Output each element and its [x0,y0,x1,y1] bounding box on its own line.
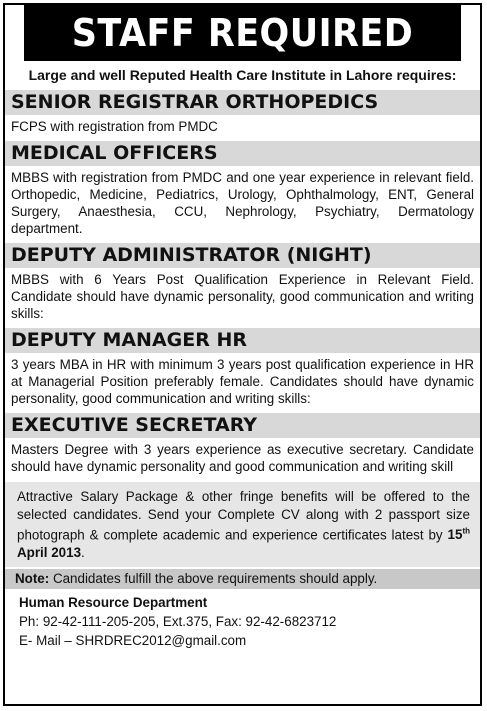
ad-title: STAFF REQUIRED [24,5,461,61]
position-body-deputy-administrator: MBBS with 6 Years Post Qualification Experience in Relevant Field. Candidate should have dynamic personality, good communication and writing skills: [11,272,474,321]
position-heading-deputy-manager-hr: DEPUTY MANAGER HR [5,328,480,353]
deadline-day: 15 [447,527,463,543]
position-body-medical-officers: MBBS with registration from PMDC and one year experience in relevant field. Orthopedic, Medicine, Pediatrics, Urology, Ophthalmology, ENT, General Surgery, Anaesthesia, CCU, Nephrology, Psychiatry, Dermatology department. [11,170,474,236]
note-label: Note: [15,571,50,587]
offer-block [5,482,480,567]
contact-email: E- Mail – SHRDREC2012@gmail.com [19,633,247,649]
position-body-executive-secretary: Masters Degree with 3 years experience as executive secretary. Candidate should have dynamic personality and good communication and writing skill [11,442,474,474]
position-heading-medical-officers: MEDICAL OFFICERS [5,141,480,166]
position-body-senior-registrar: FCPS with registration from PMDC [11,119,218,134]
offer-text: Attractive Salary Package & other fringe benefits will be offered to the selected candidates. Send your Complete CV along with 2 passport size photograph & complete academic and experience certificates latest by [17,489,470,543]
position-heading-senior-registrar: SENIOR REGISTRAR ORTHOPEDICS [5,90,480,115]
deadline-month-year: April 2013 [17,544,82,560]
contact-department: Human Resource Department [19,595,208,611]
position-heading-deputy-administrator: DEPUTY ADMINISTRATOR (NIGHT) [5,243,480,268]
contact-phone: Ph: 92-42-111-205-205, Ext.375, Fax: 92-42-6823712 [19,614,337,630]
job-advertisement [3,3,482,706]
position-body-deputy-manager-hr: 3 years MBA in HR with minimum 3 years post qualification experience in HR at Managerial Position preferably female. Candidates should have dynamic personality, good communication and writing skills: [11,357,474,406]
position-heading-executive-secretary: EXECUTIVE SECRETARY [5,413,480,438]
offer-end: . [81,544,85,560]
deadline-suffix: th [462,527,470,536]
note-bar [5,569,480,589]
note-text: Candidates fulfill the above requirements should apply. [49,571,378,587]
ad-intro: Large and well Reputed Health Care Institute in Lahore requires: [28,67,457,83]
contact-block [5,589,480,650]
